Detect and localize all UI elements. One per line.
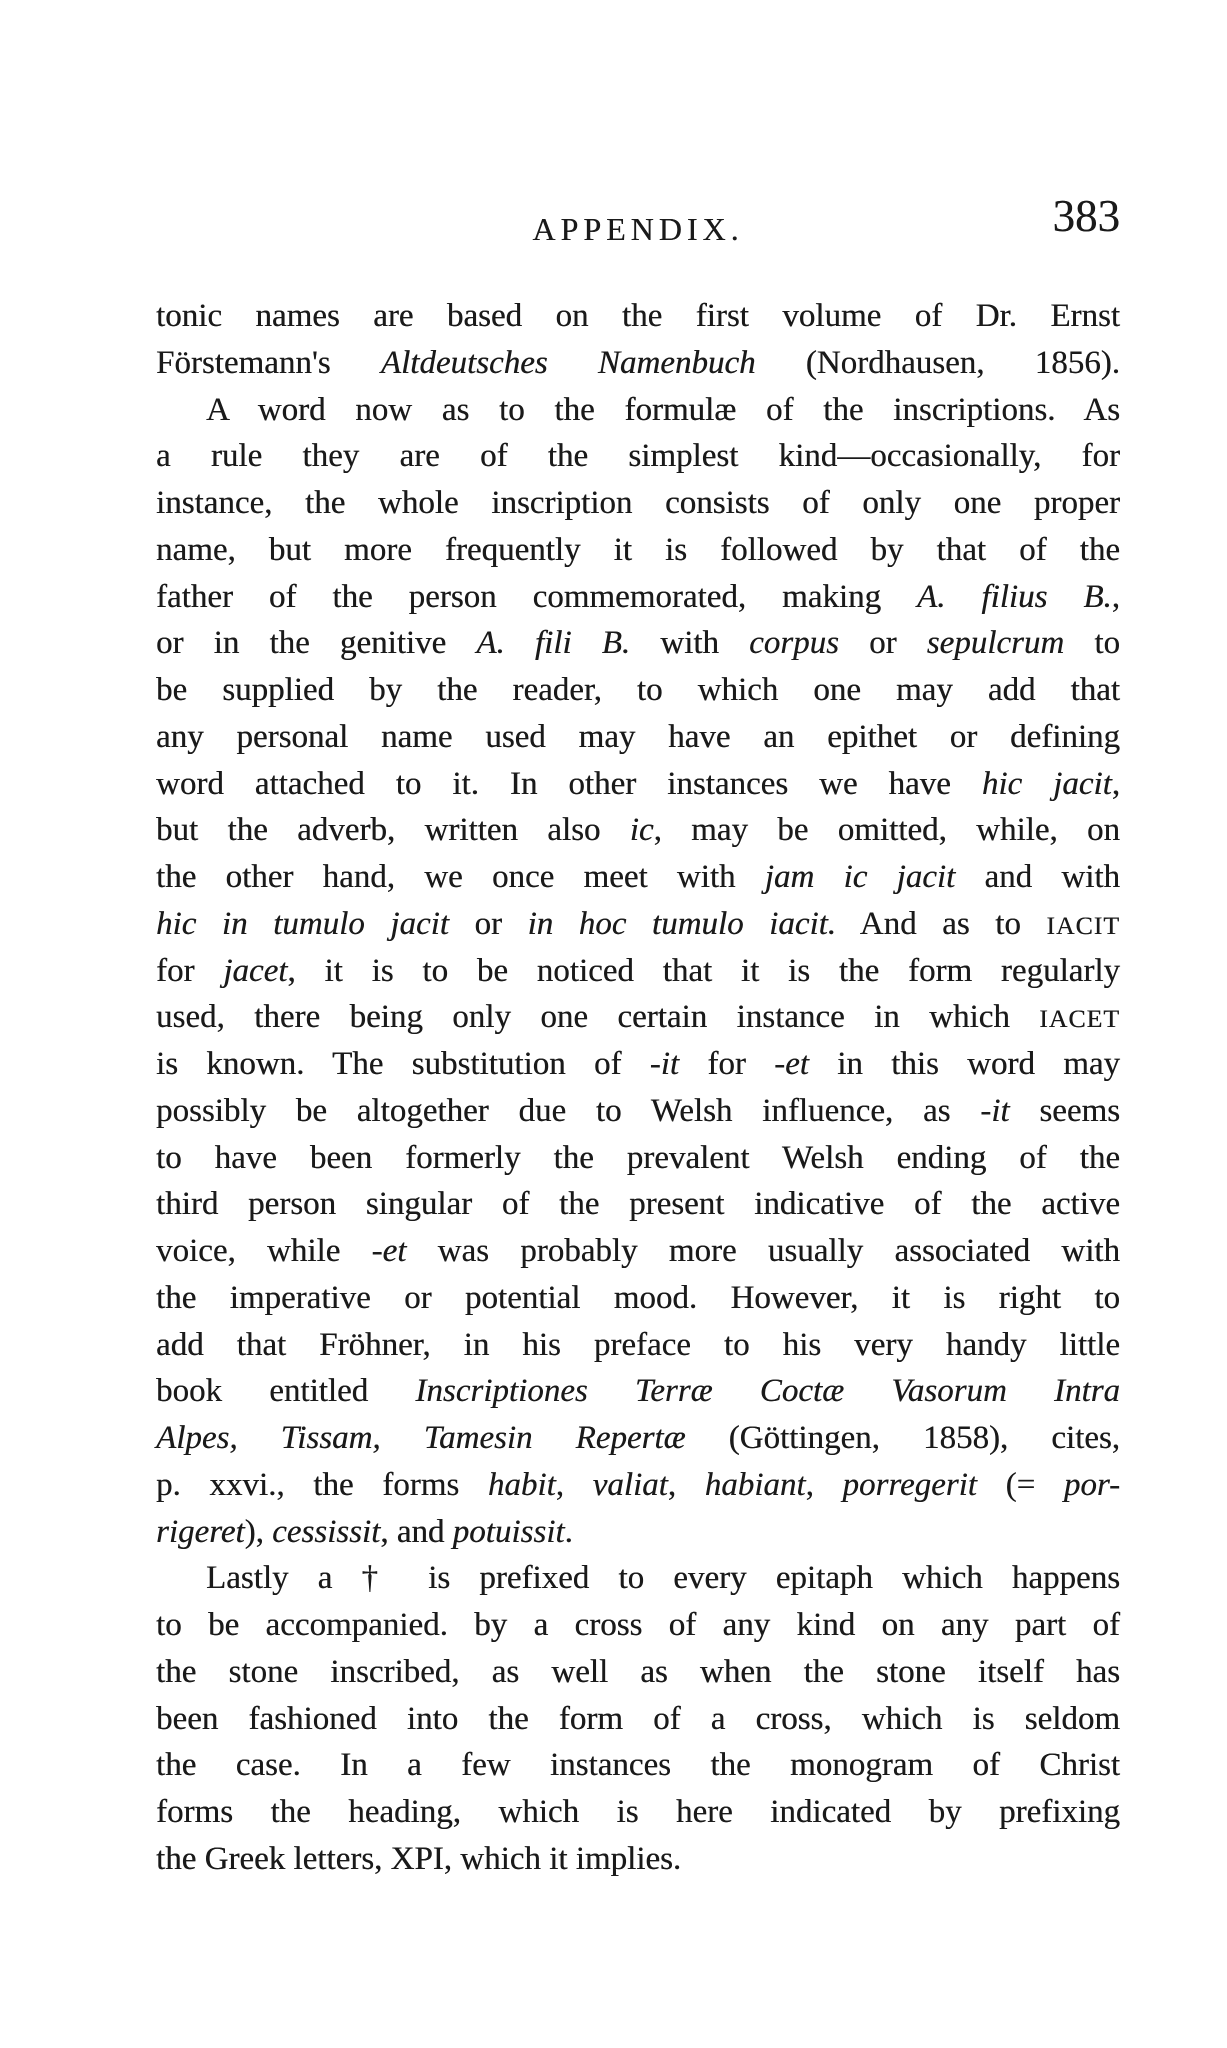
- text-line: word attached to it. In other instances we have hic jacit,: [156, 765, 1121, 802]
- text-line: or in the genitive A. fili B. with corpus or sepulcrum to: [156, 625, 1120, 662]
- text-line: rigeret), cessissit, and potuissit.: [156, 1513, 573, 1550]
- text-line: Lastly a † is prefixed to every epitaph which happens: [206, 1560, 1120, 1597]
- text-line: forms the heading, which is here indicated by prefixing: [156, 1794, 1120, 1830]
- text-line: name, but more frequently it is followed by that of the: [156, 531, 1120, 568]
- text-line: be supplied by the reader, to which one may add that: [156, 672, 1120, 708]
- text-line: Förstemann's Altdeutsches Namenbuch (Nordhausen, 1856).: [156, 344, 1120, 381]
- text-line: voice, while -et was probably more usually associated with: [156, 1233, 1120, 1269]
- text-line: father of the person commemorated, making A. filius B.,: [156, 578, 1120, 615]
- text-line: hic in tumulo jacit or in hoc tumulo iacit. And as to IACIT: [156, 905, 1120, 942]
- text-line: add that Fröhner, in his preface to his very handy little: [156, 1326, 1120, 1363]
- text-line: to have been formerly the prevalent Welsh ending of the: [156, 1139, 1120, 1176]
- text-line: A word now as to the formulæ of the inscriptions. As: [206, 391, 1120, 428]
- text-line: the other hand, we once meet with jam ic jacit and with: [156, 859, 1120, 895]
- text-line: for jacet, it is to be noticed that it is the form regularly: [156, 952, 1120, 989]
- text-line: any personal name used may have an epithet or defining: [156, 718, 1120, 755]
- page-number: 383: [1052, 191, 1120, 241]
- text-line: the stone inscribed, as well as when the stone itself has: [156, 1653, 1120, 1690]
- body-text: [156, 293, 1120, 1883]
- text-line: Alpes, Tissam, Tamesin Repertæ (Göttingen, 1858), cites,: [156, 1420, 1120, 1456]
- text-line: but the adverb, written also ic, may be omitted, while, on: [156, 812, 1120, 849]
- text-line: the imperative or potential mood. However, it is right to: [156, 1279, 1120, 1316]
- text-line: third person singular of the present indicative of the active: [156, 1186, 1120, 1223]
- text-line: been fashioned into the form of a cross, which is seldom: [156, 1700, 1120, 1737]
- text-line: tonic names are based on the first volume of Dr. Ernst: [156, 298, 1120, 334]
- text-line: the case. In a few instances the monogram of Christ: [156, 1747, 1120, 1784]
- text-column: [156, 0, 1120, 2048]
- text-line: instance, the whole inscription consists of only one proper: [156, 485, 1120, 521]
- text-line: book entitled Inscriptiones Terræ Coctæ Vasorum Intra: [156, 1373, 1121, 1410]
- text-line: to be accompanied. by a cross of any kind on any part of: [156, 1607, 1120, 1643]
- text-line: p. xxvi., the forms habit, valiat, habiant, porregerit (= por-: [156, 1466, 1121, 1503]
- text-line: a rule they are of the simplest kind—occasionally, for: [156, 438, 1120, 475]
- text-line: used, there being only one certain instance in which IACET: [156, 999, 1120, 1036]
- text-line: the Greek letters, XPI, which it implies.: [156, 1840, 682, 1877]
- text-line: possibly be altogether due to Welsh influence, as -it seems: [156, 1092, 1120, 1129]
- running-header-title: APPENDIX.: [532, 211, 744, 247]
- text-line: is known. The substitution of -it for -et in this word may: [156, 1046, 1121, 1082]
